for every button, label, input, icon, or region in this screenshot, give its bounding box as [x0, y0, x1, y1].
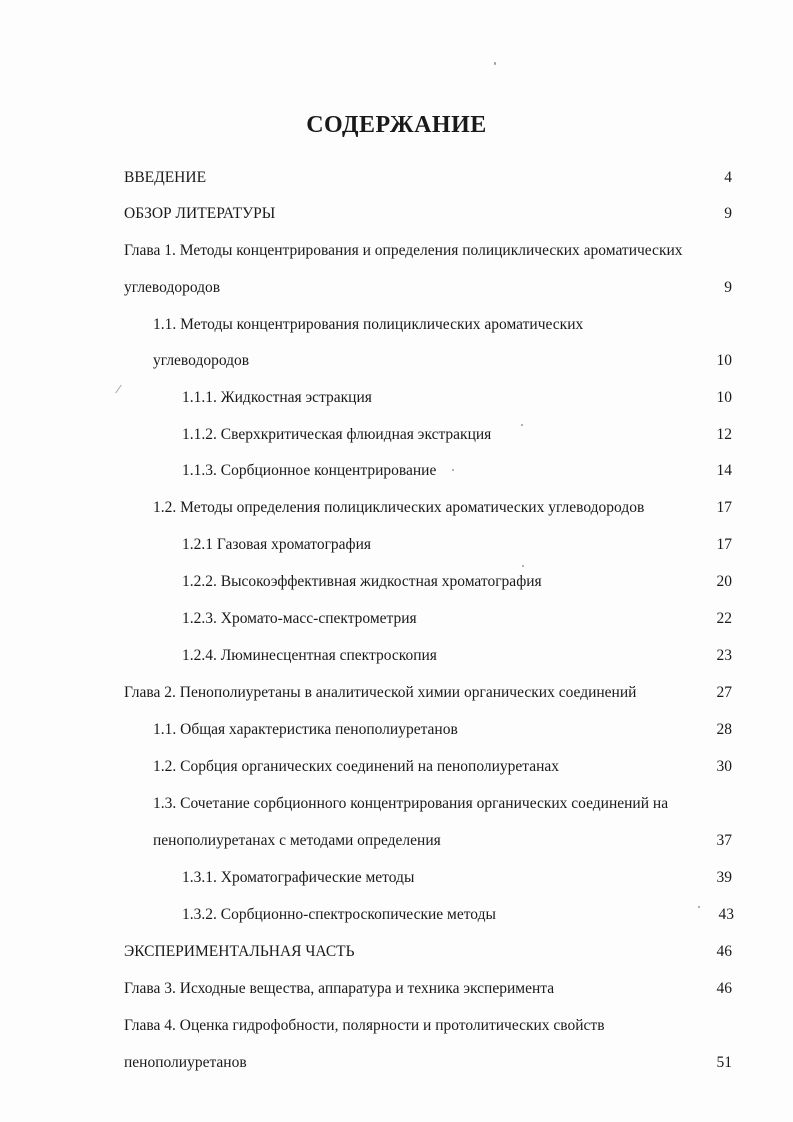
toc-entry-page: 10 — [716, 352, 732, 369]
toc-entry-page: 51 — [716, 1054, 732, 1071]
toc-entry-text: углеводородов — [124, 279, 221, 296]
toc-entry-text: 1.2.4. Люминесцентная спектроскопия — [182, 647, 437, 664]
scan-speck — [521, 424, 523, 426]
toc-entry-text: ОБЗОР ЛИТЕРАТУРЫ — [124, 205, 276, 222]
toc-entry-text: ВВЕДЕНИЕ — [124, 169, 207, 186]
toc-entry-text: Глава 4. Оценка гидрофобности, полярности и протолитических свойств — [124, 1017, 605, 1034]
toc-entry-text: ЭКСПЕРИМЕНТАЛЬНАЯ ЧАСТЬ — [124, 943, 355, 960]
toc-entry-page: 9 — [724, 205, 732, 222]
scan-speck — [452, 469, 454, 471]
scan-speck — [494, 62, 496, 65]
page-title: СОДЕРЖАНИЕ — [306, 112, 487, 138]
toc-entry-page: 9 — [724, 279, 732, 296]
toc-entry-page: 28 — [716, 721, 732, 738]
toc-entry-page: 4 — [724, 169, 732, 186]
toc-entry-text: 1.1. Общая характеристика пенополиуретанов — [153, 721, 458, 738]
toc-entry-text: 1.2. Сорбция органических соединений на пенополиуретанах — [153, 758, 560, 775]
toc-entry-page: 27 — [716, 684, 732, 701]
scan-mark — [115, 385, 122, 394]
toc-entry-page: 37 — [716, 832, 732, 849]
toc-entry-text: 1.3.2. Сорбционно-спектроскопические методы — [182, 906, 496, 923]
toc-entry-text: 1.2.2. Высокоэффективная жидкостная хроматография — [182, 573, 542, 590]
toc-entry-page: 17 — [716, 536, 732, 553]
toc-entry-page: 10 — [716, 389, 732, 406]
toc-entry-page: 17 — [716, 499, 732, 516]
toc-entry-text: Глава 3. Исходные вещества, аппаратура и техника эксперимента — [124, 980, 555, 997]
toc-entry-text: 1.1. Методы концентрирования полициклических ароматических — [153, 316, 584, 333]
toc-entry-page: 39 — [716, 869, 732, 886]
scan-speck — [698, 906, 700, 908]
toc-entry-page: 12 — [716, 426, 732, 443]
toc-entry-text: углеводородов — [153, 352, 250, 369]
toc-entry-text: Глава 2. Пенополиуретаны в аналитической химии органических соединений — [124, 684, 637, 701]
toc-entry-text: 1.1.3. Сорбционное концентрирование — [182, 462, 437, 479]
toc-entry-text: 1.3.1. Хроматографические методы — [182, 869, 415, 886]
toc-entry-text: 1.1.1. Жидкостная эстракция — [182, 389, 372, 406]
toc-entry-page: 22 — [716, 610, 732, 627]
toc-entry-text: Глава 1. Методы концентрирования и определения полициклических ароматических — [124, 242, 683, 259]
toc-entry-text: 1.3. Сочетание сорбционного концентрирования органических соединений на — [153, 795, 669, 812]
toc-entry-text: пенополиуретанов — [124, 1054, 247, 1071]
toc-entry-text: 1.2.1 Газовая хроматография — [182, 536, 372, 553]
toc-entry-page: 46 — [716, 980, 732, 997]
toc-entry-page: 14 — [716, 462, 732, 479]
toc-entry-text: 1.2.3. Хромато-масс-спектрометрия — [182, 610, 417, 627]
toc-entry-page: 30 — [716, 758, 732, 775]
toc-entry-text: 1.1.2. Сверхкритическая флюидная экстракция — [182, 426, 492, 443]
toc-entry-page: 46 — [716, 943, 732, 960]
toc-entry-page: 23 — [716, 647, 732, 664]
toc-entry-text: пенополиуретанах с методами определения — [153, 832, 441, 849]
toc-entry-text: 1.2. Методы определения полициклических ароматических углеводородов — [153, 499, 645, 516]
toc-entry-page: 20 — [716, 573, 732, 590]
toc-entry-page: 43 — [718, 906, 734, 923]
scan-speck — [522, 565, 524, 567]
